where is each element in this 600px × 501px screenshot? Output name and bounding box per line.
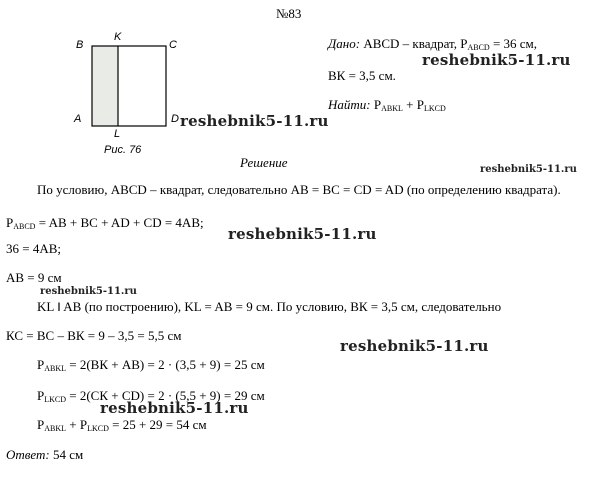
answer-line (6, 447, 83, 463)
solution-line-5: KL ‖ AB (по построению), KL = AB = 9 см. По условию, ВК = 3,5 см, следовательно (37, 299, 502, 314)
solution-line-2 (6, 215, 204, 231)
solution-line-7 (37, 357, 265, 373)
find-sub1: ABKL (381, 104, 403, 113)
l9-plus: + P (66, 417, 88, 432)
l9-sub2: LKCD (87, 424, 109, 433)
l7-tail: = 2(ВК + AB) = 2 · (3,5 + 9) = 25 см (66, 357, 265, 372)
l9-p1: P (37, 417, 45, 432)
solution-line-6: КС = ВС – ВК = 9 – 3,5 = 5,5 см (6, 328, 182, 343)
label-a: A (74, 113, 82, 125)
solution-line-1: По условию, ABCD – квадрат, следовательно AB = BC = CD = AD (по определению квадрата). (37, 182, 561, 197)
given-line-1 (328, 36, 537, 52)
find-p1: P (373, 97, 382, 112)
watermark-4: reshebnik5-11.ru (228, 225, 377, 243)
figure-caption: Рис. 76 (104, 144, 142, 156)
find-plus: + P (402, 97, 424, 112)
l2-tail: = AB + BC + AD + CD = 4AB; (35, 215, 204, 230)
find-label: Найти: (328, 97, 371, 112)
watermark-2: reshebnik5-11.ru (180, 112, 329, 130)
answer-value: 54 см (49, 447, 84, 462)
answer-label: Ответ: (6, 447, 50, 462)
l8-sub: LKCD (44, 395, 67, 404)
watermark-7: reshebnik5-11.ru (100, 399, 249, 417)
label-b: B (76, 39, 84, 51)
shaded-strip (92, 46, 118, 126)
l7-p: P (37, 357, 45, 372)
problem-title: №83 (276, 6, 302, 21)
l2-p: P (6, 215, 14, 230)
l9-sub1: ABKL (44, 424, 67, 433)
figure-76 (70, 30, 190, 160)
given-text-1: ABCD – квадрат, P (363, 36, 468, 51)
solution-line-3: 36 = 4AB; (6, 241, 62, 256)
l7-sub: ABKL (44, 364, 67, 373)
solution-line-4: AB = 9 см (6, 270, 62, 285)
watermark-1: reshebnik5-11.ru (422, 51, 571, 69)
l9-tail: = 25 + 29 = 54 см (108, 417, 207, 432)
watermark-6: reshebnik5-11.ru (340, 337, 489, 355)
label-d: D (171, 113, 179, 125)
find-sub2: LKCD (423, 104, 446, 113)
solution-line-9 (37, 417, 207, 433)
given-line-2: ВК = 3,5 см. (328, 68, 396, 83)
given-label: Дано: (328, 36, 361, 51)
l2-sub: ABCD (13, 222, 36, 231)
label-k: K (114, 31, 122, 43)
l8-tail: = 2(СК + CD) = 2 · (5,5 + 9) = 29 см (66, 388, 265, 403)
given-tail: = 36 см, (489, 36, 538, 51)
label-l: L (114, 128, 121, 140)
watermark-3: reshebnik5-11.ru (480, 164, 577, 175)
solution-heading: Решение (240, 155, 288, 170)
watermark-5: reshebnik5-11.ru (40, 286, 137, 297)
label-c: C (169, 39, 177, 51)
l8-p: P (37, 388, 45, 403)
find-line (328, 97, 446, 113)
given-sub: ABCD (467, 43, 490, 52)
